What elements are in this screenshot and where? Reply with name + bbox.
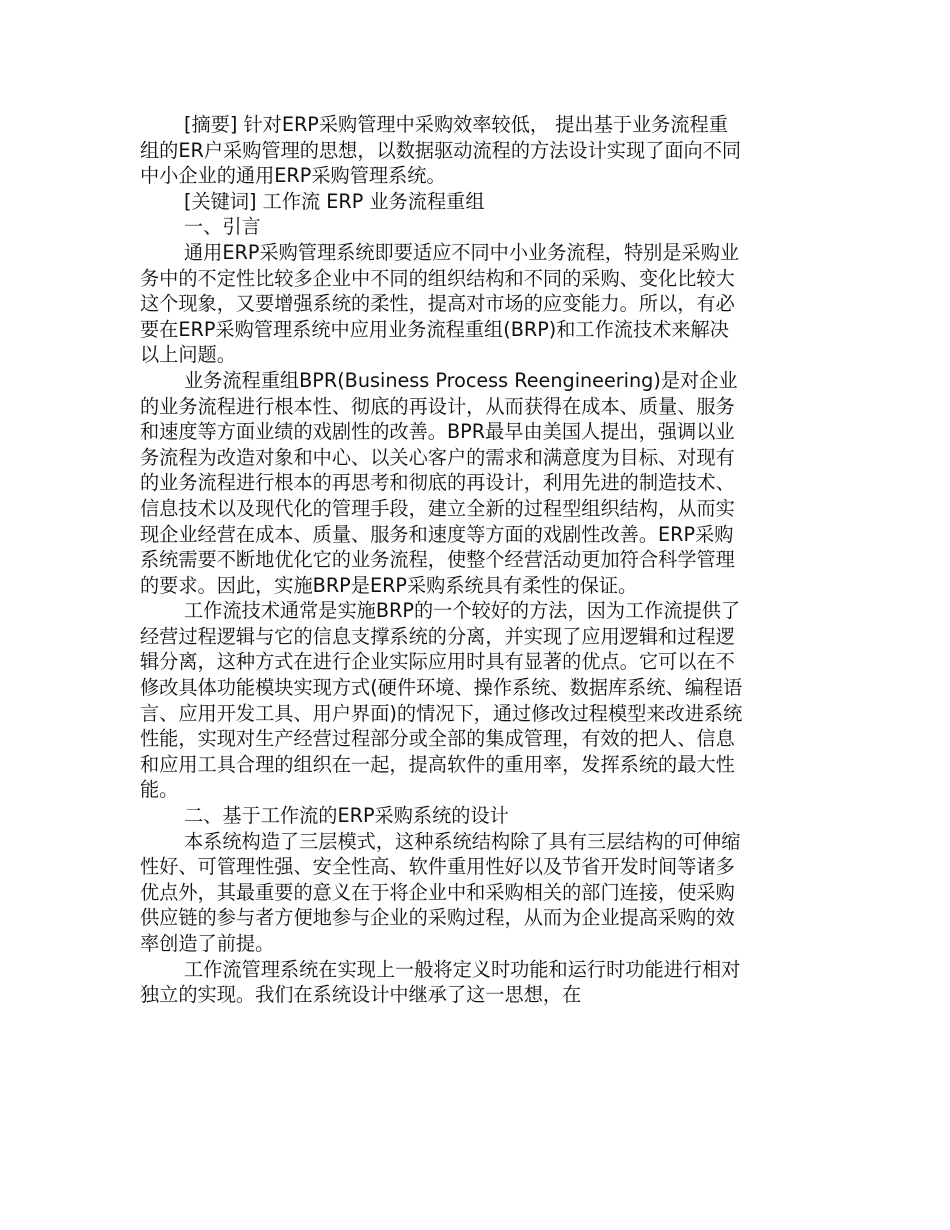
body-paragraph: 工作流技术通常是实施BRP的一个较好的方法，因为工作流提供了经营过程逻辑与它的信息支撑系统的分离，并实现了应用逻辑和过程逻辑分离，这种方式在进行企业实际应用时具有显著的优点。它可以在不修改具体功能模块实现方式(硬件环境、操作系统、数据库系统、编程语言、应用开发工具、用户界面)的情况下，通过修改过程模型来改进系统性能，实现对生产经营过程部分或全部的集成管理，有效的把人、信息和应用工具合理的组织在一起，提高软件的重用率，发挥系统的最大性能。 — [140, 599, 743, 802]
document-body — [140, 112, 743, 1008]
body-paragraph: 业务流程重组BPR(Business Process Reengineering)是对企业的业务流程进行根本性、彻底的再设计，从而获得在成本、质量、服务和速度等方面业绩的戏剧性的改善。BPR最早由美国人提出，强调以业务流程为改造对象和中心、以关心客户的需求和满意度为目标、对现有的业务流程进行根本的再思考和彻底的再设计，利用先进的制造技术、信息技术以及现代化的管理手段，建立全新的过程型组织结构，从而实现企业经营在成本、质量、服务和速度等方面的戏剧性改善。ERP采购系统需要不断地优化它的业务流程，使整个经营活动更加符合科学管理的要求。因此，实施BRP是ERP采购系统具有柔性的保证。 — [140, 368, 738, 597]
section-heading-design: 二、基于工作流的ERP采购系统的设计 — [184, 804, 509, 828]
section-heading-introduction: 一、引言 — [184, 215, 261, 239]
body-paragraph: 工作流管理系统在实现上一般将定义时功能和运行时功能进行相对独立的实现。我们在系统设计中继承了这一思想，在 — [140, 957, 741, 1007]
abstract-paragraph: [摘要] 针对ERP采购管理中采购效率较低， 提出基于业务流程重组的ER户采购管理的思想，以数据驱动流程的方法设计实现了面向不同中小企业的通用ERP采购管理系统。 — [140, 113, 742, 188]
body-paragraph: 本系统构造了三层模式，这种系统结构除了具有三层结构的可伸缩性好、可管理性强、安全性高、软件重用性好以及节省开发时间等诸多优点外，其最重要的意义在于将企业中和采购相关的部门连接，使采购供应链的参与者方便地参与企业的采购过程，从而为企业提高采购的效率创造了前提。 — [140, 829, 741, 955]
keywords-paragraph: [关键词] 工作流 ERP 业务流程重组 — [184, 189, 485, 213]
body-paragraph: 通用ERP采购管理系统即要适应不同中小业务流程，特别是采购业务中的不定性比较多企业中不同的组织结构和不同的采购、变化比较大这个现象，又要增强系统的柔性，提高对市场的应变能力。所以，有必要在ERP采购管理系统中应用业务流程重组(BRP)和工作流技术来解决以上问题。 — [140, 240, 740, 367]
